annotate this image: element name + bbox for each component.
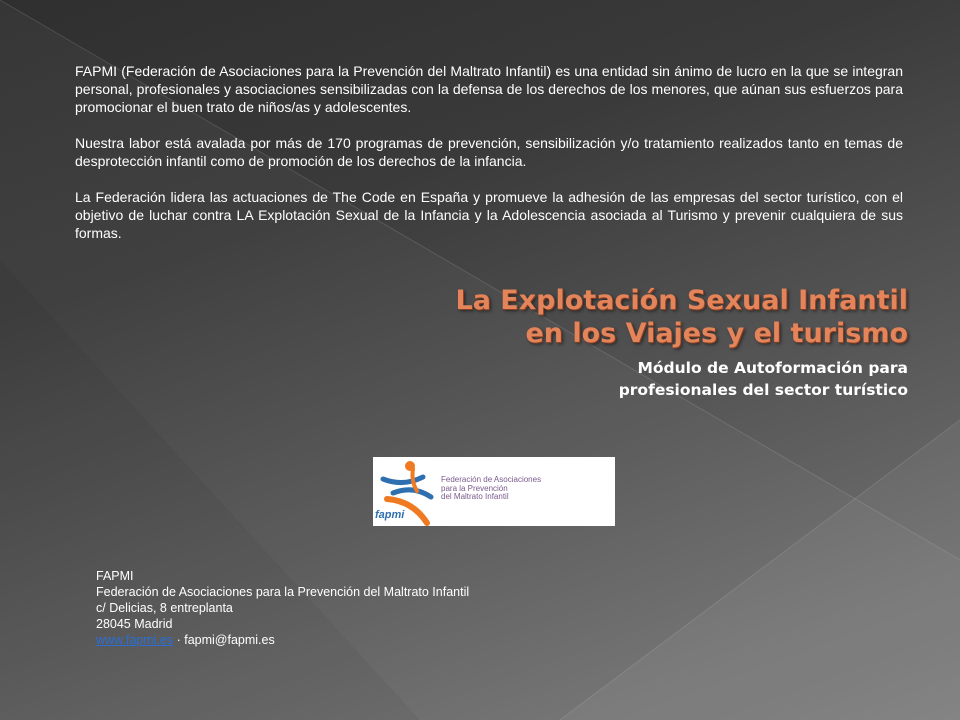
slide-title-line-1: La Explotación Sexual Infantil: [455, 285, 908, 316]
contact-info: [96, 568, 469, 648]
slide-subtitle-line-1: Módulo de Autoformación para: [637, 359, 908, 377]
contact-org: Federación de Asociaciones para la Prevención del Maltrato Infantil: [96, 585, 470, 599]
slide-title-line-2: en los Viajes y el turismo: [525, 318, 908, 349]
intro-text: [75, 62, 903, 260]
logo-text-line-2: para la Prevención: [441, 483, 508, 493]
slide-subtitle-line-2: profesionales del sector turístico: [618, 381, 908, 399]
contact-address: c/ Delicias, 8 entreplanta: [96, 601, 233, 615]
contact-email: fapmi@fapmi.es: [184, 633, 275, 647]
logo-text: [441, 476, 541, 502]
intro-paragraph-1: FAPMI (Federación de Asociaciones para la Prevención del Maltrato Infantil) es una entidad sin ánimo de lucro en la que se integran personal, profesionales y asociaciones sensibilizadas con la defensa de los derechos de los menores, que aúnan sus esfuerzos para promocionar el buen trato de niños/as y adolescentes.: [75, 63, 903, 115]
logo-text-line-3: del Maltrato Infantil: [441, 492, 509, 501]
website-link[interactable]: www.fapmi.es: [96, 633, 174, 647]
slide-title: [455, 284, 908, 350]
intro-paragraph-2: Nuestra labor está avalada por más de 170 programas de prevención, sensibilización y/o tratamiento realizados tanto en temas de desprotección infantil como de promoción de los derechos de la infancia.: [75, 135, 903, 169]
contact-separator: ·: [173, 633, 185, 647]
contact-city: 28045 Madrid: [96, 617, 173, 631]
logo-text-line-1: Federación de Asociaciones: [441, 475, 542, 484]
intro-paragraph-3: La Federación lidera las actuaciones de The Code en España y promueve la adhesión de las empresas del sector turístico, con el objetivo de luchar contra LA Explotación Sexual de la Infancia y la Adolescencia asociada al Turismo y prevenir cualquiera de sus formas.: [75, 189, 903, 241]
logo-name: fapmi: [375, 509, 405, 521]
slide-subtitle: [619, 357, 908, 401]
fapmi-logo: [373, 457, 615, 526]
contact-web-line: [96, 632, 469, 648]
contact-name: FAPMI: [96, 569, 134, 583]
